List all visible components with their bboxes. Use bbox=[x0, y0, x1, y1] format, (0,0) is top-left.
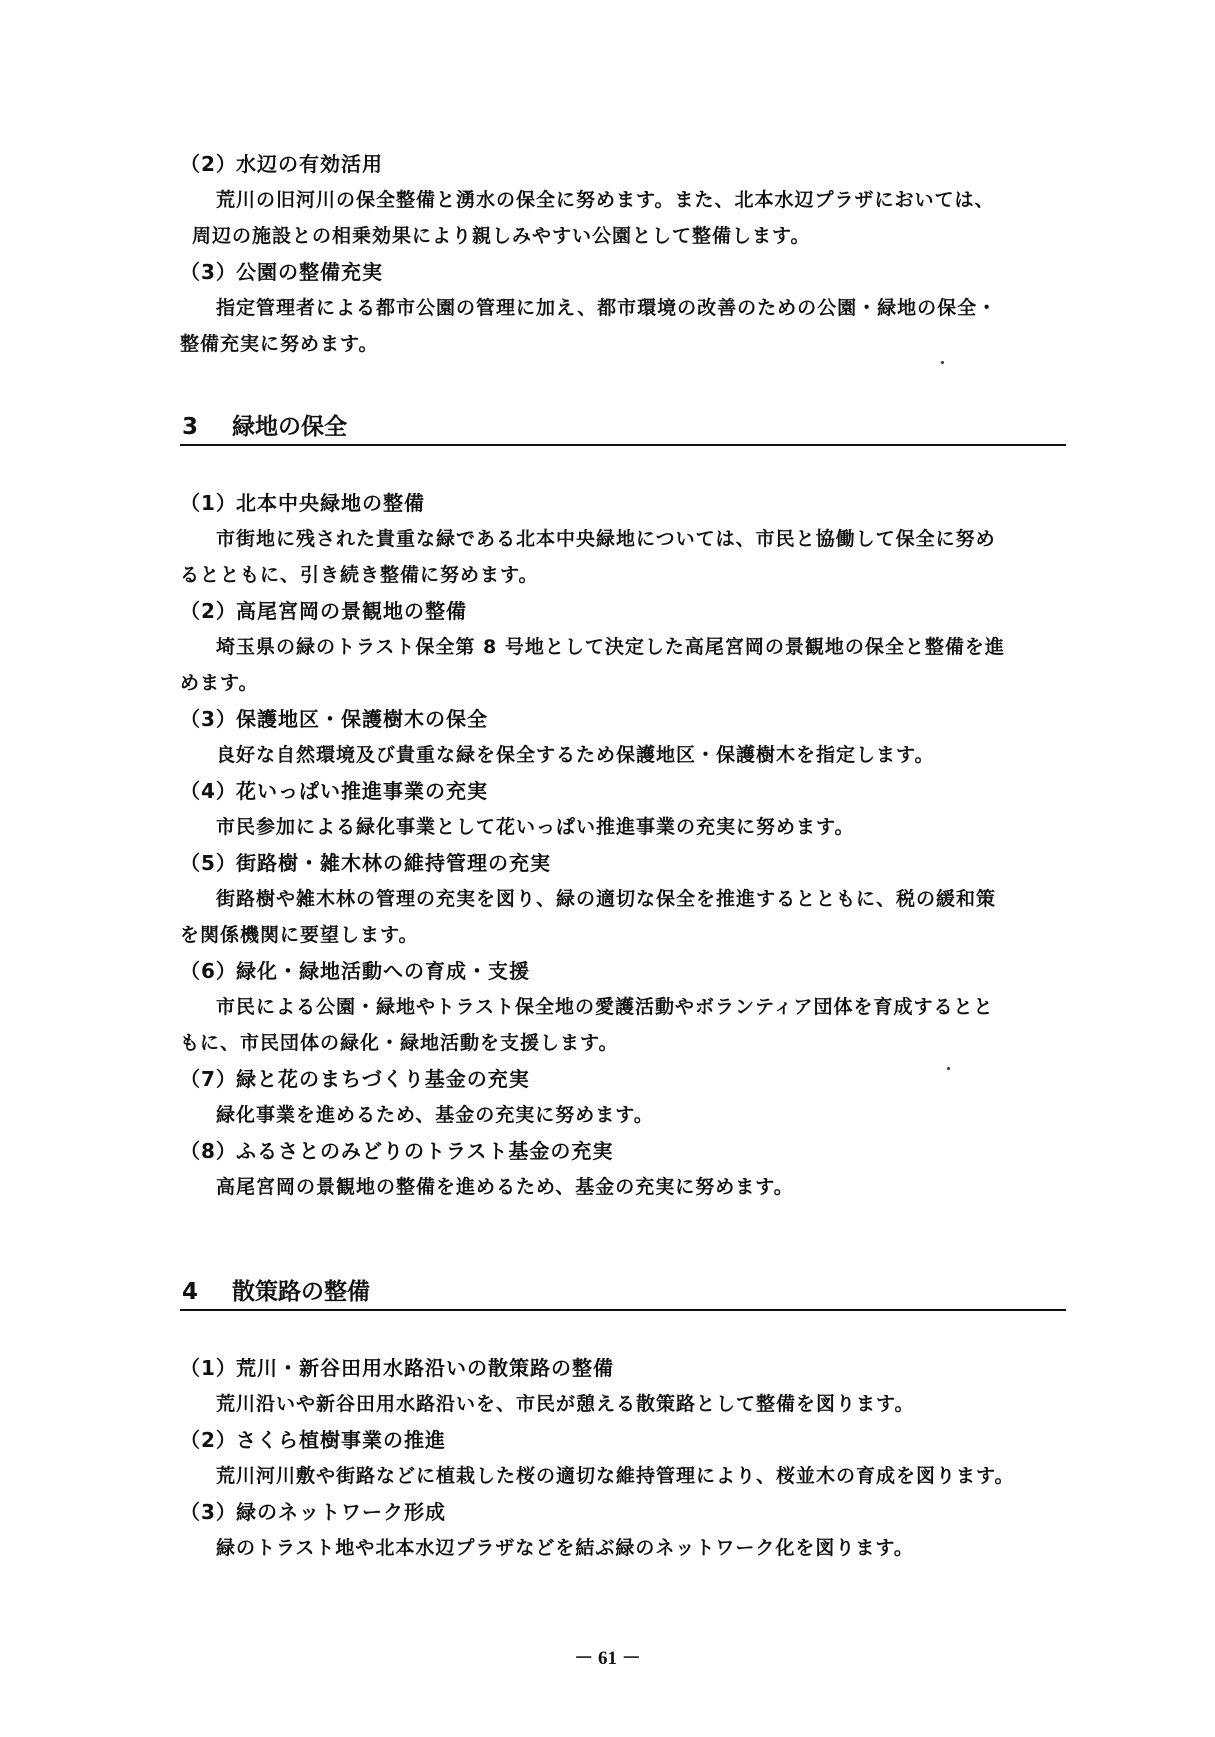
item-text-line: 良好な自然環境及び貴重な緑を保全するため保護地区・保護樹木を指定します。 bbox=[216, 744, 935, 766]
section-4-list bbox=[180, 1350, 1070, 1566]
item-text-line: 緑化事業を進めるため、基金の充実に努めます。 bbox=[216, 1104, 654, 1126]
item-heading: （5）街路樹・雑木林の維持管理の充実 bbox=[180, 851, 551, 875]
section-heading-3: 3 緑地の保全 bbox=[180, 410, 1066, 446]
item-text-line: 埼玉県の緑のトラスト保全第 8 号地として決定した高尾宮岡の景観地の保全と整備を進 bbox=[216, 636, 1005, 658]
continuation-list bbox=[180, 146, 1070, 362]
page-number: － 61 － bbox=[574, 1648, 641, 1669]
item-text-line: 市民による公園・緑地やトラスト保全地の愛護活動やボランティア団体を育成するとと bbox=[216, 996, 994, 1018]
item-heading: （7）緑と花のまちづくり基金の充実 bbox=[180, 1067, 530, 1091]
item-text-line: 高尾宮岡の景観地の整備を進めるため、基金の充実に努めます。 bbox=[216, 1176, 794, 1198]
item-heading: （3）保護地区・保護樹木の保全 bbox=[180, 707, 488, 731]
scan-speck bbox=[947, 1067, 950, 1070]
item-heading: （6）緑化・緑地活動への育成・支援 bbox=[180, 959, 530, 983]
item-text-line: 荒川河川敷や街路などに植栽した桜の適切な維持管理により、桜並木の育成を図ります。 bbox=[216, 1465, 1015, 1487]
item-heading: （1）北本中央緑地の整備 bbox=[180, 491, 425, 515]
item-heading: （8）ふるさとのみどりのトラスト基金の充実 bbox=[180, 1139, 614, 1163]
section-3-list bbox=[180, 485, 1070, 1205]
item-text-line: 市民参加による緑化事業として花いっぱい推進事業の充実に努めます。 bbox=[216, 816, 855, 838]
item-text-line: 周辺の施設との相乗効果により親しみやすい公園として整備します。 bbox=[192, 225, 811, 247]
item-text-line: るとともに、引き続き整備に努めます。 bbox=[180, 564, 539, 586]
item-text-line: 整備充実に努めます。 bbox=[180, 333, 379, 355]
item-heading: （2）さくら植樹事業の推進 bbox=[180, 1428, 446, 1452]
item-heading: （3）緑のネットワーク形成 bbox=[180, 1500, 446, 1524]
item-heading: （2）高尾宮岡の景観地の整備 bbox=[180, 599, 467, 623]
item-text-line: 緑のトラスト地や北本水辺プラザなどを結ぶ緑のネットワーク化を図ります。 bbox=[216, 1537, 914, 1559]
item-text-line: 街路樹や雑木林の管理の充実を図り、緑の適切な保全を推進するとともに、税の緩和策 bbox=[216, 888, 997, 910]
item-text-line: 指定管理者による都市公園の管理に加え、都市環境の改善のための公園・緑地の保全・ bbox=[216, 297, 998, 319]
scan-speck bbox=[941, 361, 944, 364]
item-heading: （1）荒川・新谷田用水路沿いの散策路の整備 bbox=[180, 1356, 614, 1380]
item-heading: （2）水辺の有効活用 bbox=[180, 152, 383, 176]
item-text-line: 荒川の旧河川の保全整備と湧水の保全に努めます。また、北本水辺プラザにおいては、 bbox=[216, 189, 995, 211]
item-text-line: 市街地に残された貴重な緑である北本中央緑地については、市民と協働して保全に努め bbox=[216, 528, 996, 550]
item-heading: （3）公園の整備充実 bbox=[180, 260, 383, 284]
section-heading-4: 4 散策路の整備 bbox=[180, 1275, 1066, 1311]
item-text-line: 荒川沿いや新谷田用水路沿いを、市民が憩える散策路として整備を図ります。 bbox=[216, 1393, 915, 1415]
item-text-line: を関係機関に要望します。 bbox=[180, 924, 419, 946]
item-text-line: めます。 bbox=[180, 672, 259, 694]
item-text-line: もに、市民団体の緑化・緑地活動を支援します。 bbox=[180, 1032, 619, 1054]
item-heading: （4）花いっぱい推進事業の充実 bbox=[180, 779, 488, 803]
